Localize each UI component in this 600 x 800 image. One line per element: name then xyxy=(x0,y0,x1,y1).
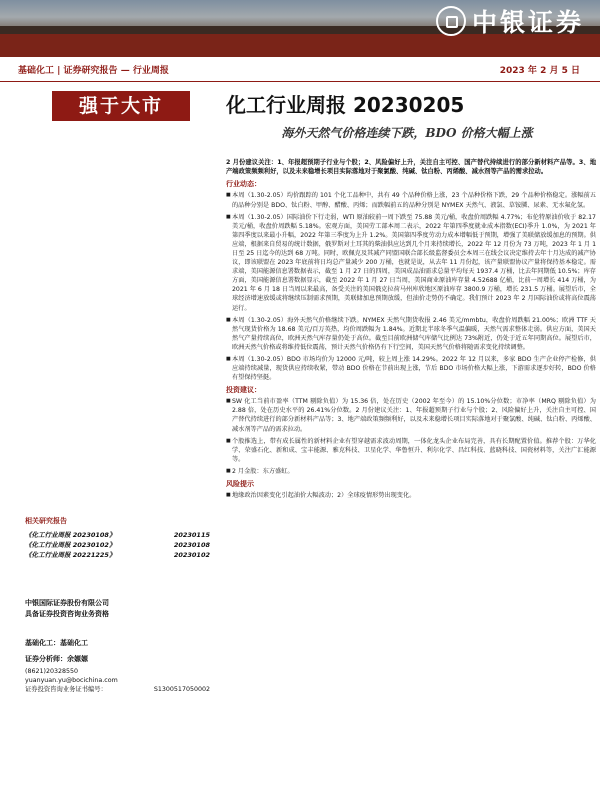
recommend-item: ■ 个股推选上，带有成长属性的新材料企业有望穿越需求波动周期，一体化龙头企业布局完善，具有长期配置价值。推荐个股：万华化学、荣盛石化、新和成、宝丰能源、雅克科技、卫星化学、华鲁恒升、利尔化学、昌红科技、蓝晓科技、国瓷材料等，关注广汇能源等。 xyxy=(226,437,596,464)
dynamics-paragraph: ■ 本周（1.30-2.05）BDO 市场均价为 12000 元/吨，较上周上涨 14.29%。2022 年 12 月以来，多家 BDO 生产企业停产检修，供应端持续减量，现货供应持续收紧，带动 BDO 价格在节前出现上涨，节后 BDO 市场价格大幅上涨，下游需求逐步好转，BDO 价格有望保持坚挺。 xyxy=(226,355,596,382)
analyst-sector: 基础化工：基础化工 xyxy=(25,639,88,647)
analyst-name: 证券分析师：余嫄嫄 xyxy=(25,655,88,663)
logo-text: 中银证券 xyxy=(471,8,584,37)
related-name: 《化工行业周报 20230108》 xyxy=(25,531,116,539)
section-heading-risk: 风险提示 xyxy=(226,480,254,489)
recommend-item: ■ SW 化工当前市盈率（TTM 剔除负值）为 15.36 倍，处在历史（2002 年至今）的 15.10%分位数；市净率（MRQ 剔除负值）为 2.88 倍，处在历史水平的 26.41%分位数。2 月份建议关注：1、年报超预期子行业与个股；2、风险偏好上升，关注自主可控、国产替代持续进行的部分新材料产品等；3、地产端政策频频利好，以及未来稳增长项目实际落地对于聚氯酸、纯碱、钛白粉、丙烯酸、减水剂等产品的需求拉动。 xyxy=(226,397,596,433)
related-list xyxy=(25,530,210,560)
related-date: 20230102 xyxy=(173,551,210,559)
related-name: 《化工行业周报 20221225》 xyxy=(25,551,116,559)
company-name: 中银国际证券股份有限公司 xyxy=(25,599,109,607)
intro-paragraph: 2 月份建议关注：1、年报超预期子行业与个股；2、风险偏好上升，关注自主可控、国产替代持续进行的部分新材料产品等。3、地产端政策频频利好，以及未来稳增长项目实际落地对于聚氯酸、纯碱、钛白粉、丙烯酸、减水剂等产品的需求拉动。 xyxy=(226,159,596,176)
dynamics-paragraph: ■ 本周（1.30-2.05）国际油价下行走弱，WTI 原油较前一周下跌至 75.88 美元/桶，收盘价周跌幅 4.77%；布伦特原油价收于 82.17 美元/桶，收盘价周跌幅 5.18%。宏观方面，美国劳工部本周二表示，2022 年第四季度就业成本指数(ECI)季升 1.0%，为 2021 年第四季度以来最小升幅，2022 年第三季度为上升 1.2%。美国第四季度劳动力成本增幅低于预期，增强了美联储放缓加息的预期。供应端，根据来自贸易的统计数据，俄罗斯对土耳其的柴油供应达到几个月来持续增长，2022 年 12 月份为 73 万吨，2023 年 1 月 1 日至 25 日迄今的达到 68 万吨。同时，欧佩克及其减产同盟国联合部长级监督委员会本周三在线会议决定维持去年十月达成的减产协议，即该联盟在 2023 年底前将日均总产量减少 200 万桶，也就是说，从去年 11 月份起，该产量联盟协议产量将保持基本稳定。需求端，美国能源信息署数据表示，截至 1 月 27 日的四周，美国成品油需求总量平均每天 1937.4 万桶，比去年同期低 10.5%；库存方面，美国能源信息署数据显示，截至 2022 年 1 月 27 日当周，美国商业原油库存量 4.52688 亿桶，比前一周增长 414 万桶，为 2021 年 6 月 18 日当周以来最高，备受关注的美国俄克拉荷马州库欣地区原油库存 3800.9 万桶，增长 231.5 万桶。展望后市，全球经济增速放缓或将继续压制需求预期，美联储加息预期放缓，但油价走势仍不确定。我们预计 2023 年 2 月国际油价或将高位震荡运行。 xyxy=(226,213,596,313)
report-title: 化工行业周报 20230205 xyxy=(226,93,465,117)
related-heading: 相关研究报告 xyxy=(25,517,67,525)
sidebar xyxy=(20,150,210,800)
main-content xyxy=(226,150,596,503)
breadcrumb: 基础化工 | 证券研究报告 — 行业周报 xyxy=(18,66,169,76)
header-bar xyxy=(0,57,600,82)
section-heading-dynamics: 行业动态： xyxy=(226,180,261,189)
recommend-item: ■ 2 月金股：东方盛虹。 xyxy=(226,467,596,476)
license-number: S1300517050002 xyxy=(153,686,210,693)
bank-logo-icon xyxy=(436,6,466,36)
company-info xyxy=(25,598,109,620)
report-subtitle: 海外天然气价格连续下跌，BDO 价格大幅上涨 xyxy=(281,126,533,140)
cover-banner xyxy=(0,0,600,57)
related-name: 《化工行业周报 20230102》 xyxy=(25,541,116,549)
report-date: 2023 年 2 月 5 日 xyxy=(499,66,580,76)
risk-item: ■ 地缘政治因素变化引起油价大幅波动；2）全球疫情形势出现变化。 xyxy=(226,491,596,500)
related-item[interactable] xyxy=(25,550,210,560)
section-heading-recommend: 投资建议： xyxy=(226,386,261,395)
dynamics-paragraph: ■ 本周（1.30-2.05）均价跟踪的 101 个化工品种中，共有 49 个品种价格上涨，23 个品种价格下跌，29 个品种价格稳定。涨幅前五的品种分别是 BDO、钛白粉、甲醇、醋酸、丙烯；而跌幅前五的品种分别是 NYMEX 天然气、液氯、草铵膦、尿素、无水氟化氢。 xyxy=(226,191,596,209)
related-item[interactable] xyxy=(25,540,210,550)
related-date: 20230115 xyxy=(173,531,210,539)
company-license: 具备证券投资咨询业务资格 xyxy=(25,610,109,618)
rating-badge: 强于大市 xyxy=(52,91,190,121)
related-item[interactable] xyxy=(25,530,210,540)
dynamics-paragraph: ■ 本周（1.30-2.05）海外天然气价格继续下跌。NYMEX 天然气期货收报 2.46 美元/mmbtu，收盘价周跌幅 21.00%；欧洲 TTF 天然气现货价格为 18.68 美元/百万英热，均价周跌幅为 1.84%。近期北半球冬季气温偏暖，天然气需求整体走弱。供应方面，美国天然气产量持续高位，欧洲天然气库存量仍处于高位。截至目前欧洲储气库储气比例达 73%附近，仍处于近五年同期高位。展望后市，欧洲天然气价格或将维持低位震荡，预计天然气价格仍有下行空间，美国天然气价格将随需求变化持续调整。 xyxy=(226,316,596,352)
analyst-phone: (8621)20328550 xyxy=(25,668,78,675)
brand-logo xyxy=(436,3,584,39)
analyst-contacts xyxy=(25,667,210,694)
license-label: 证券投资咨询业务证书编号： xyxy=(25,686,107,693)
analyst-email[interactable]: yuanyuan.yu@bocichina.com xyxy=(25,677,118,684)
related-date: 20230108 xyxy=(173,541,210,549)
